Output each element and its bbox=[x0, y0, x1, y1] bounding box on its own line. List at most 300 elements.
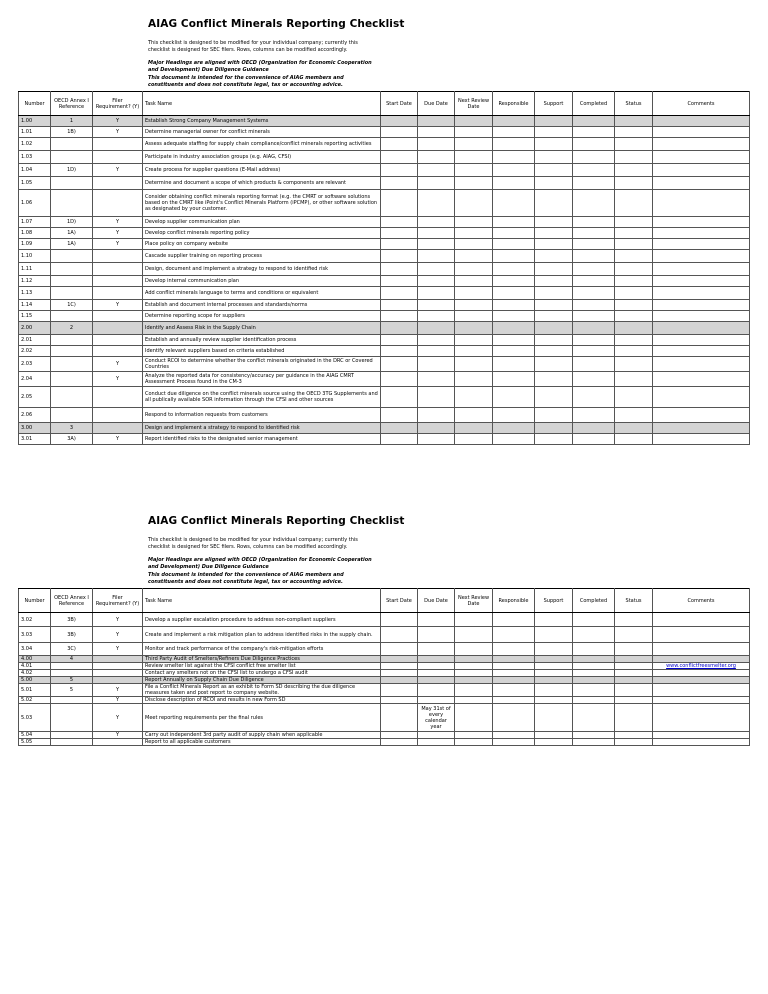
cell-comments bbox=[653, 300, 750, 311]
cell-filer-requirement bbox=[93, 677, 143, 684]
cell-task-name: Add conflict minerals language to terms and conditions or equivalent bbox=[143, 287, 381, 300]
cell-task-name: File a Conflict Minerals Report as an exhibit to Form SD describing the due diligence measures taken and post report to company website. bbox=[143, 684, 381, 697]
cell-number: 2.02 bbox=[19, 346, 51, 357]
cell-status bbox=[615, 613, 653, 627]
intro-text: This checklist is designed to be modified for your individual company; currently this checklist is designed for SEC filers. Rows, columns can be modified accordingly. bbox=[148, 537, 358, 550]
cell-responsible bbox=[493, 670, 535, 677]
table-row bbox=[19, 164, 750, 177]
cell-filer-requirement bbox=[93, 739, 143, 746]
cell-responsible bbox=[493, 387, 535, 408]
cell-start-date bbox=[381, 190, 418, 217]
cell-comments bbox=[653, 263, 750, 276]
cell-number: 2.00 bbox=[19, 322, 51, 335]
cell-due-date: May 31st of every calendar year bbox=[418, 704, 455, 732]
cell-support bbox=[535, 276, 573, 287]
col-responsible: Responsible bbox=[493, 92, 535, 116]
cell-oecd-reference: 1D) bbox=[51, 164, 93, 177]
cell-completed bbox=[573, 434, 615, 445]
cell-responsible bbox=[493, 656, 535, 663]
cell-support bbox=[535, 311, 573, 322]
cell-next-review-date bbox=[455, 335, 493, 346]
cell-completed bbox=[573, 423, 615, 434]
cell-filer-requirement bbox=[93, 138, 143, 151]
checklist-table bbox=[18, 91, 750, 445]
cell-filer-requirement bbox=[93, 263, 143, 276]
cell-task-name: Analyze the reported data for consistency/accuracy per guidance in the AIAG CMRT Assessment Process found in the CM-3 bbox=[143, 372, 381, 387]
cell-due-date bbox=[418, 732, 455, 739]
cell-next-review-date bbox=[455, 697, 493, 704]
col-filer-requirement: Filer Requirement? (Y) bbox=[93, 92, 143, 116]
cell-oecd-reference bbox=[51, 408, 93, 423]
cell-task-name: Create and implement a risk mitigation plan to address identified risks in the supply chain. bbox=[143, 627, 381, 643]
table-row bbox=[19, 627, 750, 643]
cell-responsible bbox=[493, 663, 535, 670]
cell-support bbox=[535, 627, 573, 643]
cell-next-review-date bbox=[455, 663, 493, 670]
cell-responsible bbox=[493, 627, 535, 643]
cell-responsible bbox=[493, 287, 535, 300]
cell-number: 5.03 bbox=[19, 704, 51, 732]
cell-start-date bbox=[381, 346, 418, 357]
cell-due-date bbox=[418, 613, 455, 627]
oecd-note: Major Headings are aligned with OECD (Organization for Economic Cooperation and Development) Due Diligence Guidance bbox=[148, 557, 372, 570]
cell-start-date bbox=[381, 627, 418, 643]
cell-status bbox=[615, 151, 653, 164]
cell-status bbox=[615, 704, 653, 732]
cell-due-date bbox=[418, 697, 455, 704]
cell-task-name: Assess adequate staffing for supply chain compliance/conflict minerals reporting activities bbox=[143, 138, 381, 151]
cell-due-date bbox=[418, 263, 455, 276]
cell-comments bbox=[653, 423, 750, 434]
cell-oecd-reference bbox=[51, 287, 93, 300]
cell-next-review-date bbox=[455, 346, 493, 357]
cell-due-date bbox=[418, 643, 455, 656]
cell-filer-requirement: Y bbox=[93, 613, 143, 627]
cell-status bbox=[615, 677, 653, 684]
cell-filer-requirement bbox=[93, 670, 143, 677]
cell-support bbox=[535, 138, 573, 151]
cell-responsible bbox=[493, 116, 535, 127]
table-row bbox=[19, 177, 750, 190]
cell-responsible bbox=[493, 423, 535, 434]
cell-filer-requirement bbox=[93, 250, 143, 263]
cell-status bbox=[615, 357, 653, 372]
cell-oecd-reference: 3B) bbox=[51, 613, 93, 627]
cell-filer-requirement bbox=[93, 190, 143, 217]
col-number: Number bbox=[19, 92, 51, 116]
cell-start-date bbox=[381, 704, 418, 732]
cell-next-review-date bbox=[455, 408, 493, 423]
col-completed: Completed bbox=[573, 589, 615, 613]
cell-next-review-date bbox=[455, 739, 493, 746]
cell-filer-requirement: Y bbox=[93, 239, 143, 250]
cell-oecd-reference: 3B) bbox=[51, 627, 93, 643]
cell-support bbox=[535, 250, 573, 263]
cell-due-date bbox=[418, 663, 455, 670]
cell-due-date bbox=[418, 151, 455, 164]
cell-responsible bbox=[493, 335, 535, 346]
cell-due-date bbox=[418, 228, 455, 239]
cell-number: 5.00 bbox=[19, 677, 51, 684]
cell-number: 1.11 bbox=[19, 263, 51, 276]
cell-status bbox=[615, 663, 653, 670]
cell-start-date bbox=[381, 387, 418, 408]
cell-responsible bbox=[493, 704, 535, 732]
cell-completed bbox=[573, 357, 615, 372]
cell-start-date bbox=[381, 287, 418, 300]
cell-number: 4.00 bbox=[19, 656, 51, 663]
cell-responsible bbox=[493, 697, 535, 704]
cell-status bbox=[615, 116, 653, 127]
table-row bbox=[19, 613, 750, 627]
page-title: AIAG Conflict Minerals Reporting Checklist bbox=[148, 18, 405, 30]
cell-oecd-reference bbox=[51, 190, 93, 217]
cell-comments bbox=[653, 177, 750, 190]
cell-completed bbox=[573, 276, 615, 287]
cell-completed bbox=[573, 732, 615, 739]
cell-support bbox=[535, 300, 573, 311]
cell-comments bbox=[653, 387, 750, 408]
cell-number: 3.01 bbox=[19, 434, 51, 445]
col-next-review-date: Next Review Date bbox=[455, 92, 493, 116]
cell-number: 5.05 bbox=[19, 739, 51, 746]
cell-comments bbox=[653, 164, 750, 177]
cell-due-date bbox=[418, 164, 455, 177]
cell-completed bbox=[573, 346, 615, 357]
col-oecd-reference: OECD Annex I Reference bbox=[51, 92, 93, 116]
cell-responsible bbox=[493, 434, 535, 445]
cell-completed bbox=[573, 250, 615, 263]
cell-filer-requirement: Y bbox=[93, 697, 143, 704]
cell-status bbox=[615, 300, 653, 311]
cell-comments bbox=[653, 346, 750, 357]
cell-completed bbox=[573, 739, 615, 746]
cell-completed bbox=[573, 116, 615, 127]
cell-responsible bbox=[493, 177, 535, 190]
cell-responsible bbox=[493, 217, 535, 228]
cell-next-review-date bbox=[455, 177, 493, 190]
cell-task-name: Identify relevant suppliers based on criteria established bbox=[143, 346, 381, 357]
cell-comments bbox=[653, 704, 750, 732]
cell-filer-requirement bbox=[93, 151, 143, 164]
cell-number: 1.02 bbox=[19, 138, 51, 151]
cell-number: 5.02 bbox=[19, 697, 51, 704]
cell-oecd-reference bbox=[51, 704, 93, 732]
cell-filer-requirement bbox=[93, 287, 143, 300]
cell-completed bbox=[573, 387, 615, 408]
cell-next-review-date bbox=[455, 138, 493, 151]
cell-task-name: Determine and document a scope of which products & components are relevant bbox=[143, 177, 381, 190]
cell-responsible bbox=[493, 346, 535, 357]
cell-status bbox=[615, 627, 653, 643]
cell-number: 1.15 bbox=[19, 311, 51, 322]
table-row bbox=[19, 677, 750, 684]
cell-status bbox=[615, 643, 653, 656]
cell-oecd-reference: 5 bbox=[51, 677, 93, 684]
cell-filer-requirement: Y bbox=[93, 228, 143, 239]
cell-comments bbox=[653, 670, 750, 677]
cell-oecd-reference bbox=[51, 663, 93, 670]
cell-completed bbox=[573, 677, 615, 684]
cell-responsible bbox=[493, 228, 535, 239]
oecd-note: Major Headings are aligned with OECD (Organization for Economic Cooperation and Development) Due Diligence Guidance bbox=[148, 60, 372, 73]
cell-start-date bbox=[381, 151, 418, 164]
cell-oecd-reference: 1A) bbox=[51, 228, 93, 239]
cell-responsible bbox=[493, 151, 535, 164]
cell-completed bbox=[573, 670, 615, 677]
cell-oecd-reference bbox=[51, 177, 93, 190]
cell-due-date bbox=[418, 287, 455, 300]
cell-next-review-date bbox=[455, 311, 493, 322]
cell-comments bbox=[653, 190, 750, 217]
table-row bbox=[19, 250, 750, 263]
cell-task-name: Develop conflict minerals reporting policy bbox=[143, 228, 381, 239]
cell-number: 1.08 bbox=[19, 228, 51, 239]
cell-support bbox=[535, 739, 573, 746]
cell-comments bbox=[653, 138, 750, 151]
cell-start-date bbox=[381, 164, 418, 177]
cell-next-review-date bbox=[455, 677, 493, 684]
col-number: Number bbox=[19, 589, 51, 613]
cell-filer-requirement bbox=[93, 177, 143, 190]
table-row bbox=[19, 434, 750, 445]
cell-filer-requirement: Y bbox=[93, 732, 143, 739]
cell-comments bbox=[653, 127, 750, 138]
cell-responsible bbox=[493, 643, 535, 656]
cell-support bbox=[535, 335, 573, 346]
cell-filer-requirement bbox=[93, 663, 143, 670]
cell-comments bbox=[653, 656, 750, 663]
cell-filer-requirement: Y bbox=[93, 127, 143, 138]
cell-status bbox=[615, 177, 653, 190]
cell-due-date bbox=[418, 739, 455, 746]
cell-due-date bbox=[418, 434, 455, 445]
cell-due-date bbox=[418, 217, 455, 228]
cell-next-review-date bbox=[455, 190, 493, 217]
cell-comments bbox=[653, 228, 750, 239]
table-row bbox=[19, 276, 750, 287]
cell-responsible bbox=[493, 250, 535, 263]
cell-comments bbox=[653, 684, 750, 697]
disclaimer-note: This document is intended for the convenience of AIAG members and constituents and does not constitute legal, tax or accounting advice. bbox=[148, 75, 344, 88]
cell-start-date bbox=[381, 739, 418, 746]
cell-status bbox=[615, 127, 653, 138]
cell-comments bbox=[653, 643, 750, 656]
cell-filer-requirement: Y bbox=[93, 357, 143, 372]
col-comments: Comments bbox=[653, 92, 750, 116]
cell-filer-requirement: Y bbox=[93, 434, 143, 445]
cell-number: 1.06 bbox=[19, 190, 51, 217]
cell-filer-requirement: Y bbox=[93, 217, 143, 228]
table-row bbox=[19, 739, 750, 746]
cell-start-date bbox=[381, 732, 418, 739]
cell-oecd-reference bbox=[51, 311, 93, 322]
cell-filer-requirement bbox=[93, 387, 143, 408]
cell-comments bbox=[653, 434, 750, 445]
cell-next-review-date bbox=[455, 656, 493, 663]
cell-number: 3.03 bbox=[19, 627, 51, 643]
cell-oecd-reference bbox=[51, 670, 93, 677]
cell-next-review-date bbox=[455, 704, 493, 732]
cell-completed bbox=[573, 177, 615, 190]
intro-text: This checklist is designed to be modified for your individual company; currently this checklist is designed for SEC filers. Rows, columns can be modified accordingly. bbox=[148, 40, 358, 53]
cell-start-date bbox=[381, 228, 418, 239]
cell-due-date bbox=[418, 138, 455, 151]
table-row bbox=[19, 190, 750, 217]
cell-responsible bbox=[493, 322, 535, 335]
cell-number: 3.00 bbox=[19, 423, 51, 434]
cell-number: 4.01 bbox=[19, 663, 51, 670]
cell-number: 1.07 bbox=[19, 217, 51, 228]
cell-support bbox=[535, 372, 573, 387]
cell-next-review-date bbox=[455, 300, 493, 311]
cell-support bbox=[535, 423, 573, 434]
cell-completed bbox=[573, 697, 615, 704]
table-row bbox=[19, 670, 750, 677]
cell-start-date bbox=[381, 335, 418, 346]
col-task-name: Task Name bbox=[143, 92, 381, 116]
cell-next-review-date bbox=[455, 643, 493, 656]
cell-responsible bbox=[493, 357, 535, 372]
cell-support bbox=[535, 287, 573, 300]
cell-filer-requirement: Y bbox=[93, 643, 143, 656]
cell-task-name: Cascade supplier training on reporting process bbox=[143, 250, 381, 263]
cell-start-date bbox=[381, 613, 418, 627]
cell-completed bbox=[573, 684, 615, 697]
cell-number: 1.14 bbox=[19, 300, 51, 311]
cell-filer-requirement: Y bbox=[93, 704, 143, 732]
cell-comments bbox=[653, 677, 750, 684]
cell-due-date bbox=[418, 300, 455, 311]
cell-next-review-date bbox=[455, 151, 493, 164]
col-support: Support bbox=[535, 589, 573, 613]
cell-completed bbox=[573, 335, 615, 346]
col-status: Status bbox=[615, 92, 653, 116]
cell-oecd-reference: 1C) bbox=[51, 300, 93, 311]
cell-start-date bbox=[381, 670, 418, 677]
cell-completed bbox=[573, 704, 615, 732]
cell-support bbox=[535, 116, 573, 127]
cell-task-name: Third Party Audit of Smelters/Refiners Due Diligence Practices bbox=[143, 656, 381, 663]
cell-responsible bbox=[493, 677, 535, 684]
cell-status bbox=[615, 217, 653, 228]
cell-status bbox=[615, 434, 653, 445]
table-row bbox=[19, 697, 750, 704]
cell-oecd-reference: 1A) bbox=[51, 239, 93, 250]
cell-number: 2.05 bbox=[19, 387, 51, 408]
cell-due-date bbox=[418, 239, 455, 250]
cell-number: 1.05 bbox=[19, 177, 51, 190]
cell-comments bbox=[653, 335, 750, 346]
cell-start-date bbox=[381, 656, 418, 663]
col-filer-requirement: Filer Requirement? (Y) bbox=[93, 589, 143, 613]
cell-start-date bbox=[381, 434, 418, 445]
header-row bbox=[19, 589, 750, 613]
cell-status bbox=[615, 408, 653, 423]
cell-start-date bbox=[381, 138, 418, 151]
cell-completed bbox=[573, 228, 615, 239]
cell-support bbox=[535, 263, 573, 276]
smelter-list-link[interactable]: www.conflictfreesmelter.org bbox=[666, 663, 736, 669]
cell-responsible bbox=[493, 263, 535, 276]
cell-status bbox=[615, 138, 653, 151]
cell-filer-requirement bbox=[93, 311, 143, 322]
cell-completed bbox=[573, 613, 615, 627]
cell-oecd-reference bbox=[51, 250, 93, 263]
cell-oecd-reference: 1D) bbox=[51, 217, 93, 228]
cell-start-date bbox=[381, 677, 418, 684]
cell-number: 5.04 bbox=[19, 732, 51, 739]
cell-task-name: Respond to information requests from customers bbox=[143, 408, 381, 423]
table-row bbox=[19, 357, 750, 372]
cell-comments bbox=[653, 116, 750, 127]
col-responsible: Responsible bbox=[493, 589, 535, 613]
cell-support bbox=[535, 177, 573, 190]
cell-number: 1.09 bbox=[19, 239, 51, 250]
cell-support bbox=[535, 151, 573, 164]
col-oecd-reference: OECD Annex I Reference bbox=[51, 589, 93, 613]
table-row bbox=[19, 656, 750, 663]
cell-status bbox=[615, 739, 653, 746]
cell-oecd-reference bbox=[51, 138, 93, 151]
cell-responsible bbox=[493, 300, 535, 311]
cell-task-name: Conduct due diligence on the conflict minerals source using the OECD 3TG Supplements and all publically available SOR information through the CFSI and other sources bbox=[143, 387, 381, 408]
table-row bbox=[19, 387, 750, 408]
cell-start-date bbox=[381, 300, 418, 311]
table-row bbox=[19, 127, 750, 138]
cell-support bbox=[535, 190, 573, 217]
cell-start-date bbox=[381, 127, 418, 138]
cell-filer-requirement bbox=[93, 335, 143, 346]
cell-start-date bbox=[381, 372, 418, 387]
cell-responsible bbox=[493, 732, 535, 739]
cell-start-date bbox=[381, 250, 418, 263]
cell-support bbox=[535, 228, 573, 239]
cell-oecd-reference bbox=[51, 732, 93, 739]
col-due-date: Due Date bbox=[418, 92, 455, 116]
cell-comments bbox=[653, 287, 750, 300]
col-start-date: Start Date bbox=[381, 92, 418, 116]
cell-filer-requirement: Y bbox=[93, 627, 143, 643]
cell-filer-requirement bbox=[93, 276, 143, 287]
cell-filer-requirement bbox=[93, 346, 143, 357]
disclaimer-note: This document is intended for the convenience of AIAG members and constituents and does not constitute legal, tax or accounting advice. bbox=[148, 572, 344, 585]
cell-task-name: Disclose description of RCOI and results in new Form SD bbox=[143, 697, 381, 704]
cell-support bbox=[535, 732, 573, 739]
cell-task-name: Identify and Assess Risk in the Supply Chain bbox=[143, 322, 381, 335]
cell-filer-requirement: Y bbox=[93, 684, 143, 697]
cell-filer-requirement bbox=[93, 322, 143, 335]
cell-status bbox=[615, 670, 653, 677]
table-row bbox=[19, 300, 750, 311]
cell-comments bbox=[653, 311, 750, 322]
cell-comments bbox=[653, 663, 750, 670]
cell-due-date bbox=[418, 627, 455, 643]
cell-next-review-date bbox=[455, 287, 493, 300]
cell-status bbox=[615, 164, 653, 177]
cell-start-date bbox=[381, 684, 418, 697]
cell-due-date bbox=[418, 250, 455, 263]
cell-next-review-date bbox=[455, 217, 493, 228]
cell-number: 1.00 bbox=[19, 116, 51, 127]
table-row bbox=[19, 239, 750, 250]
cell-next-review-date bbox=[455, 263, 493, 276]
table-row bbox=[19, 217, 750, 228]
cell-completed bbox=[573, 164, 615, 177]
cell-number: 2.06 bbox=[19, 408, 51, 423]
cell-task-name: Participate in industry association groups (e.g. AIAG, CFSI) bbox=[143, 151, 381, 164]
cell-completed bbox=[573, 656, 615, 663]
